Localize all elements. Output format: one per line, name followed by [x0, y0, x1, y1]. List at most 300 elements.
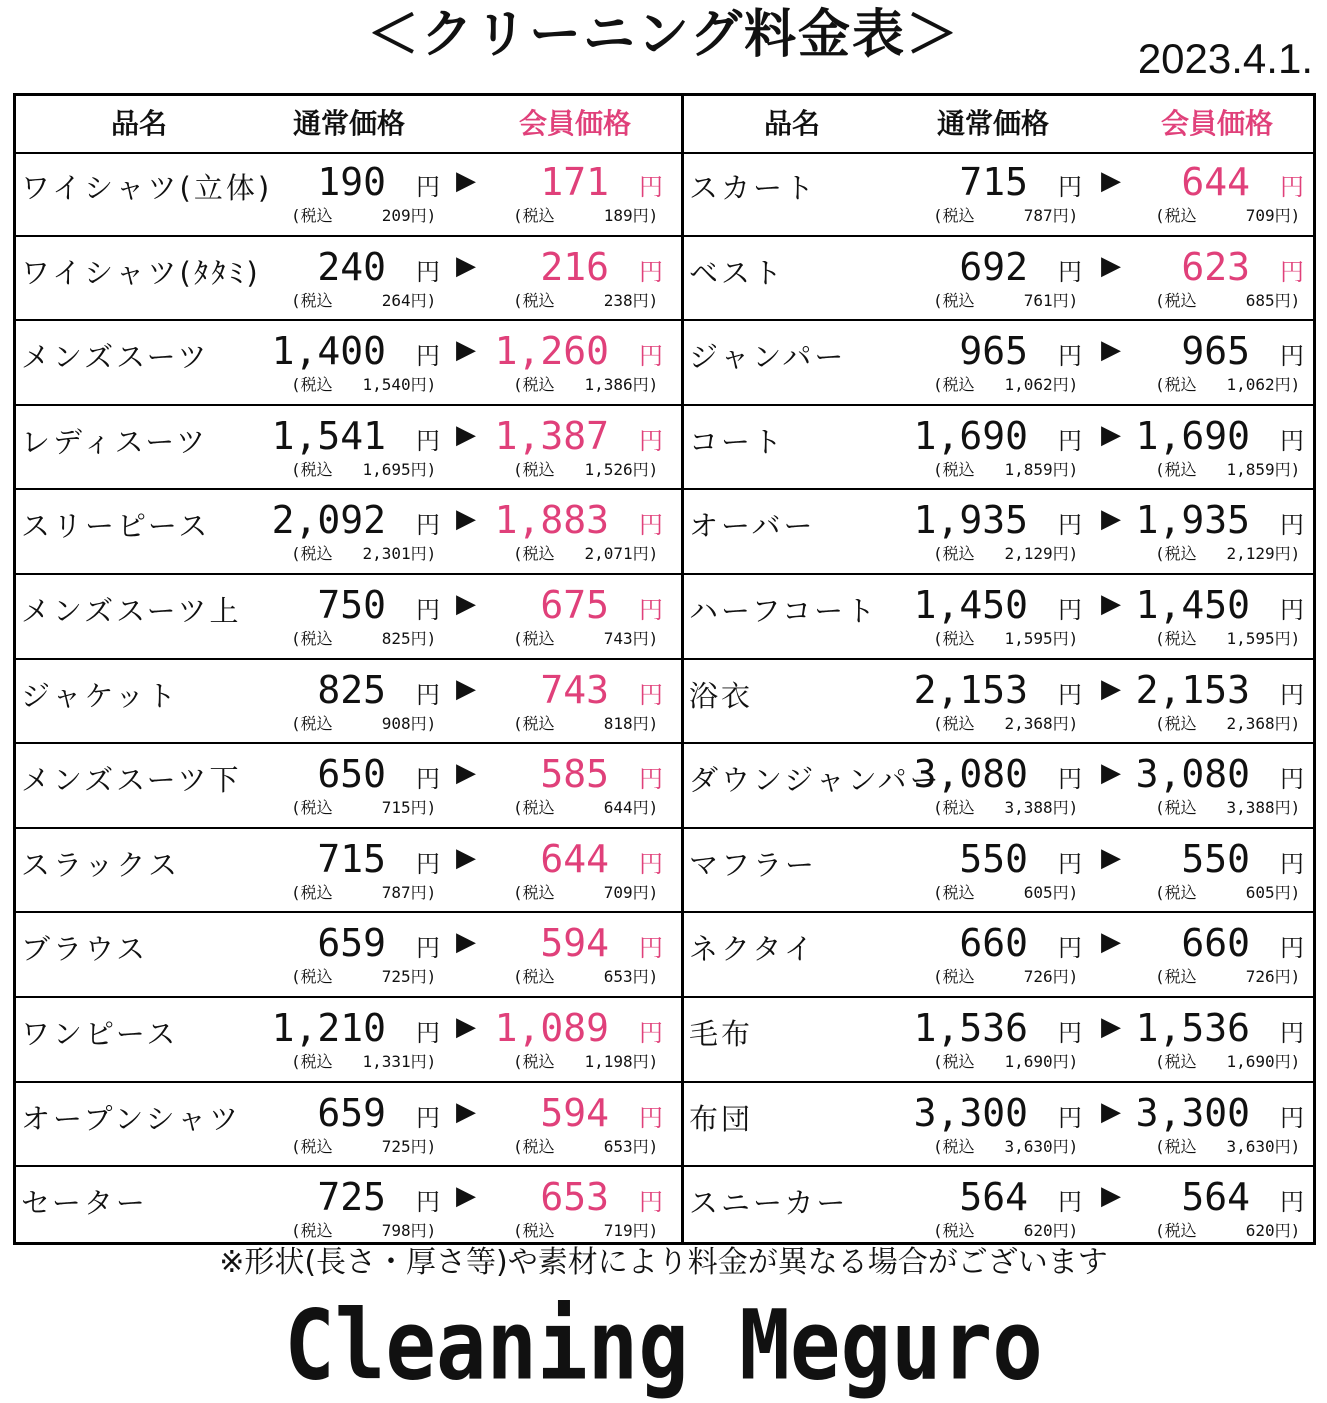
arrow-icon: ▶ — [1101, 166, 1121, 196]
tax-value: 725 — [381, 1136, 411, 1156]
regular-price: 692 — [959, 244, 1028, 289]
brand-name: Cleaning Meguro — [284, 1288, 1043, 1402]
item-name: 布団 — [689, 1101, 754, 1136]
tax-included-price — [1155, 1221, 1300, 1241]
yen-unit: 円 — [1058, 765, 1082, 794]
item-name: レディスーツ — [21, 424, 209, 459]
tax-suffix: 円) — [1274, 459, 1301, 479]
tax-suffix: 円) — [632, 459, 659, 479]
member-price: 564 — [1181, 1175, 1250, 1220]
tax-prefix: (税込 — [513, 544, 555, 564]
tax-suffix: 円) — [410, 1221, 437, 1241]
price-table-left — [16, 96, 681, 1242]
tax-prefix: (税込 — [1155, 375, 1197, 395]
tax-prefix: (税込 — [513, 882, 555, 902]
yen-unit: 円 — [639, 342, 663, 371]
table-row — [684, 829, 1313, 914]
tax-prefix: (税込 — [1155, 1136, 1197, 1156]
tax-included-price — [1155, 375, 1300, 395]
tax-value: 238 — [603, 290, 633, 310]
arrow-icon: ▶ — [456, 1011, 476, 1042]
yen-unit: 円 — [1280, 680, 1304, 709]
yen-unit: 円 — [416, 1188, 440, 1217]
yen-unit: 円 — [1058, 1018, 1082, 1047]
tax-prefix: (税込 — [933, 459, 975, 479]
regular-price: 1,400 — [271, 329, 386, 374]
yen-unit: 円 — [1058, 849, 1082, 878]
tax-included-price — [513, 460, 658, 480]
tax-prefix: (税込 — [291, 628, 333, 648]
yen-unit: 円 — [416, 173, 440, 201]
tax-included-price — [933, 375, 1078, 395]
tax-suffix: 円) — [1052, 1136, 1079, 1156]
regular-price: 1,536 — [913, 1005, 1028, 1050]
tax-included-price — [1155, 206, 1300, 226]
tax-value: 825 — [381, 628, 411, 648]
tax-value: 787 — [1023, 206, 1053, 225]
tax-included-price — [513, 883, 658, 903]
tax-prefix: (税込 — [1155, 459, 1197, 479]
arrow-icon: ▶ — [456, 842, 476, 873]
table-row — [684, 490, 1313, 575]
yen-unit: 円 — [1058, 257, 1082, 286]
regular-price: 1,935 — [913, 498, 1028, 543]
yen-unit: 円 — [639, 765, 663, 794]
regular-price: 3,300 — [913, 1090, 1028, 1135]
tax-suffix: 円) — [1274, 1136, 1301, 1156]
tax-value: 1,331 — [362, 1051, 411, 1071]
regular-price: 965 — [959, 329, 1028, 374]
tax-suffix: 円) — [1052, 798, 1079, 818]
tax-suffix: 円) — [410, 544, 437, 564]
tax-prefix: (税込 — [291, 1221, 333, 1241]
yen-unit: 円 — [1058, 342, 1082, 371]
member-price: 171 — [540, 160, 609, 204]
regular-price: 725 — [317, 1175, 386, 1220]
tax-prefix: (税込 — [291, 375, 333, 395]
tax-value: 189 — [603, 206, 633, 225]
tax-value: 1,695 — [362, 459, 411, 479]
tax-prefix: (税込 — [933, 628, 975, 648]
table-row — [16, 660, 681, 745]
tax-prefix: (税込 — [291, 713, 333, 733]
arrow-icon: ▶ — [1101, 335, 1121, 366]
member-price: 965 — [1181, 329, 1250, 374]
header-member-price: 会員価格 — [1161, 107, 1274, 140]
item-name: マフラー — [689, 847, 818, 882]
tax-suffix: 円) — [1052, 1221, 1079, 1241]
table-row — [684, 321, 1313, 406]
member-price: 623 — [1181, 244, 1250, 289]
tax-included-price — [291, 629, 436, 649]
tax-value: 726 — [1023, 967, 1053, 987]
member-price: 653 — [540, 1175, 609, 1220]
tax-prefix: (税込 — [291, 882, 333, 902]
tax-prefix: (税込 — [291, 459, 333, 479]
tax-suffix: 円) — [410, 459, 437, 479]
tax-suffix: 円) — [1274, 628, 1301, 648]
tax-prefix: (税込 — [1155, 544, 1197, 564]
arrow-icon: ▶ — [1101, 842, 1121, 873]
tax-included-price — [933, 206, 1078, 226]
tax-value: 685 — [1245, 290, 1275, 310]
arrow-icon: ▶ — [456, 758, 476, 789]
tax-included-price — [513, 1137, 658, 1157]
tax-prefix: (税込 — [291, 1136, 333, 1156]
member-price: 1,690 — [1135, 413, 1250, 458]
tax-included-price — [933, 629, 1078, 649]
tax-included-price — [513, 206, 658, 226]
arrow-icon: ▶ — [456, 250, 476, 281]
tax-value: 715 — [381, 798, 411, 818]
tax-suffix: 円) — [1052, 628, 1079, 648]
tax-value: 653 — [603, 1136, 633, 1156]
tax-value: 1,595 — [1226, 628, 1275, 648]
tax-suffix: 円) — [1274, 544, 1301, 564]
arrow-icon: ▶ — [1101, 1011, 1121, 1042]
tax-included-price — [291, 1221, 436, 1241]
tax-prefix: (税込 — [291, 798, 333, 818]
tax-value: 1,690 — [1226, 1051, 1275, 1071]
arrow-icon: ▶ — [456, 504, 476, 535]
header-item-name: 品名 — [111, 107, 168, 140]
member-price: 660 — [1181, 921, 1250, 966]
yen-unit: 円 — [1280, 765, 1304, 794]
table-row — [684, 152, 1313, 237]
tax-suffix: 円) — [410, 882, 437, 902]
yen-unit: 円 — [1058, 511, 1082, 540]
tax-value: 1,690 — [1004, 1051, 1053, 1071]
tax-suffix: 円) — [632, 1051, 659, 1071]
tax-included-price — [291, 375, 436, 395]
page-title: ＜クリーニング料金表＞ — [367, 5, 960, 65]
tax-prefix: (税込 — [1155, 882, 1197, 902]
tax-value: 1,540 — [362, 375, 411, 395]
tax-value: 1,062 — [1226, 375, 1275, 395]
tax-included-price — [291, 206, 436, 226]
tax-included-price — [513, 291, 658, 311]
yen-unit: 円 — [416, 257, 440, 286]
tax-prefix: (税込 — [513, 713, 555, 733]
arrow-icon: ▶ — [1101, 250, 1121, 281]
tax-suffix: 円) — [410, 798, 437, 818]
header-member-price: 会員価格 — [519, 107, 632, 140]
tax-prefix: (税込 — [933, 1136, 975, 1156]
tax-value: 605 — [1245, 882, 1275, 902]
regular-price: 715 — [959, 160, 1028, 204]
tax-included-price — [513, 967, 658, 987]
tax-prefix: (税込 — [513, 1136, 555, 1156]
regular-price: 659 — [317, 1090, 386, 1135]
tax-included-price — [933, 967, 1078, 987]
yen-unit: 円 — [1280, 511, 1304, 540]
yen-unit: 円 — [639, 173, 663, 201]
yen-unit: 円 — [1280, 1103, 1304, 1132]
tax-value: 1,859 — [1226, 459, 1275, 479]
yen-unit: 円 — [416, 342, 440, 371]
regular-price: 659 — [317, 921, 386, 966]
tax-included-price — [291, 1137, 436, 1157]
item-name: メンズスーツ上 — [21, 593, 242, 628]
arrow-icon: ▶ — [1101, 1096, 1121, 1127]
yen-unit: 円 — [1280, 426, 1304, 455]
yen-unit: 円 — [1058, 934, 1082, 963]
tax-value: 2,129 — [1226, 544, 1275, 564]
table-row — [16, 744, 681, 829]
item-name: ハーフコート — [689, 593, 879, 628]
tax-value: 2,368 — [1226, 713, 1275, 733]
tax-included-price — [1155, 883, 1300, 903]
tax-suffix: 円) — [632, 375, 659, 395]
tax-prefix: (税込 — [933, 375, 975, 395]
table-row — [16, 406, 681, 491]
tax-suffix: 円) — [632, 628, 659, 648]
regular-price: 240 — [317, 244, 386, 289]
member-price: 3,300 — [1135, 1090, 1250, 1135]
tax-suffix: 円) — [1052, 713, 1079, 733]
item-name: 毛布 — [689, 1016, 754, 1051]
header-regular-price: 通常価格 — [937, 107, 1050, 140]
table-row — [684, 575, 1313, 660]
tax-suffix: 円) — [632, 798, 659, 818]
arrow-icon: ▶ — [456, 419, 476, 450]
yen-unit: 円 — [1280, 1188, 1304, 1217]
tax-suffix: 円) — [1052, 1051, 1079, 1071]
tax-prefix: (税込 — [513, 206, 555, 225]
tax-value: 761 — [1023, 290, 1053, 310]
tax-value: 725 — [381, 967, 411, 987]
yen-unit: 円 — [639, 426, 663, 455]
yen-unit: 円 — [1280, 342, 1304, 371]
yen-unit: 円 — [639, 1188, 663, 1217]
regular-price: 564 — [959, 1175, 1028, 1220]
tax-prefix: (税込 — [1155, 967, 1197, 987]
member-price: 644 — [540, 836, 609, 881]
yen-unit: 円 — [1058, 173, 1082, 201]
tax-value: 1,386 — [584, 375, 633, 395]
tax-included-price — [291, 291, 436, 311]
tax-included-price — [1155, 967, 1300, 987]
tax-prefix: (税込 — [291, 206, 333, 225]
member-price: 675 — [540, 582, 609, 627]
tax-prefix: (税込 — [1155, 1051, 1197, 1071]
tax-prefix: (税込 — [291, 967, 333, 987]
tax-included-price — [513, 629, 658, 649]
tax-suffix: 円) — [410, 375, 437, 395]
tax-included-price — [513, 375, 658, 395]
yen-unit: 円 — [639, 680, 663, 709]
tax-prefix: (税込 — [1155, 290, 1197, 310]
arrow-icon: ▶ — [456, 588, 476, 619]
tax-included-price — [1155, 1137, 1300, 1157]
regular-price: 550 — [959, 836, 1028, 881]
regular-price: 3,080 — [913, 752, 1028, 797]
tax-included-price — [291, 714, 436, 734]
regular-price: 1,541 — [271, 413, 386, 458]
tax-value: 787 — [381, 882, 411, 902]
tax-suffix: 円) — [410, 628, 437, 648]
arrow-icon: ▶ — [456, 927, 476, 958]
tax-value: 1,526 — [584, 459, 633, 479]
yen-unit: 円 — [1058, 680, 1082, 709]
tax-included-price — [933, 798, 1078, 818]
yen-unit: 円 — [639, 1018, 663, 1047]
tax-value: 620 — [1245, 1221, 1275, 1241]
table-row — [16, 1083, 681, 1168]
member-price: 1,089 — [494, 1005, 609, 1050]
member-price: 1,450 — [1135, 582, 1250, 627]
tax-value: 908 — [381, 713, 411, 733]
tax-included-price — [291, 967, 436, 987]
tax-prefix: (税込 — [291, 544, 333, 564]
yen-unit: 円 — [1280, 934, 1304, 963]
tax-suffix: 円) — [1052, 290, 1079, 310]
item-name: ジャケット — [21, 678, 179, 713]
yen-unit: 円 — [639, 1103, 663, 1132]
table-row — [16, 490, 681, 575]
tax-value: 719 — [603, 1221, 633, 1241]
tax-included-price — [291, 798, 436, 818]
tax-included-price — [1155, 291, 1300, 311]
item-name: ワンピース — [21, 1016, 179, 1051]
tax-suffix: 円) — [410, 967, 437, 987]
tax-prefix: (税込 — [933, 1221, 975, 1241]
table-header — [684, 96, 1313, 154]
item-name: ダウンジャンパー — [689, 763, 942, 798]
item-name: セーター — [21, 1186, 148, 1221]
tax-value: 1,859 — [1004, 459, 1053, 479]
tax-suffix: 円) — [1274, 290, 1301, 310]
item-name: コート — [689, 424, 786, 459]
tax-prefix: (税込 — [933, 882, 975, 902]
tax-value: 798 — [381, 1221, 411, 1241]
yen-unit: 円 — [1058, 1103, 1082, 1132]
table-row — [684, 913, 1313, 998]
tax-prefix: (税込 — [291, 1051, 333, 1071]
member-price: 1,260 — [494, 329, 609, 374]
tax-prefix: (税込 — [513, 290, 555, 310]
tax-suffix: 円) — [632, 967, 659, 987]
yen-unit: 円 — [639, 849, 663, 878]
tax-included-price — [933, 883, 1078, 903]
table-row — [684, 406, 1313, 491]
yen-unit: 円 — [416, 849, 440, 878]
member-price: 585 — [540, 752, 609, 797]
item-name: オーバー — [689, 509, 816, 544]
yen-unit: 円 — [416, 426, 440, 455]
tax-included-price — [513, 1221, 658, 1241]
table-row — [684, 237, 1313, 322]
tax-suffix: 円) — [1052, 206, 1079, 225]
arrow-icon: ▶ — [1101, 588, 1121, 619]
tax-suffix: 円) — [632, 713, 659, 733]
table-row — [684, 744, 1313, 829]
tax-value: 620 — [1023, 1221, 1053, 1241]
tax-suffix: 円) — [410, 713, 437, 733]
table-row — [684, 1083, 1313, 1168]
yen-unit: 円 — [1280, 173, 1304, 201]
arrow-icon: ▶ — [1101, 419, 1121, 450]
tax-included-price — [291, 544, 436, 564]
table-row — [16, 1167, 681, 1252]
yen-unit: 円 — [639, 934, 663, 963]
yen-unit: 円 — [639, 511, 663, 540]
tax-suffix: 円) — [1052, 375, 1079, 395]
item-name: スニーカー — [689, 1186, 849, 1221]
yen-unit: 円 — [1058, 1188, 1082, 1217]
yen-unit: 円 — [416, 1103, 440, 1132]
member-price: 743 — [540, 667, 609, 712]
item-name: メンズスーツ下 — [21, 763, 242, 798]
member-price: 1,935 — [1135, 498, 1250, 543]
regular-price: 1,690 — [913, 413, 1028, 458]
tax-value: 264 — [381, 290, 411, 310]
tax-suffix: 円) — [1052, 459, 1079, 479]
price-note: ※形状(長さ・厚さ等)や素材により料金が異なる場合がございます — [219, 1245, 1108, 1280]
arrow-icon: ▶ — [456, 335, 476, 366]
price-table — [13, 93, 1316, 1245]
member-price: 2,153 — [1135, 667, 1250, 712]
tax-suffix: 円) — [632, 1221, 659, 1241]
tax-prefix: (税込 — [933, 713, 975, 733]
arrow-icon: ▶ — [456, 166, 476, 196]
arrow-icon: ▶ — [456, 1181, 476, 1212]
tax-suffix: 円) — [1274, 798, 1301, 818]
tax-suffix: 円) — [632, 290, 659, 310]
table-header — [16, 96, 681, 154]
member-price: 1,387 — [494, 413, 609, 458]
tax-value: 653 — [603, 967, 633, 987]
tax-included-price — [291, 883, 436, 903]
item-name: スカート — [689, 171, 818, 205]
tax-value: 3,630 — [1004, 1136, 1053, 1156]
tax-included-price — [933, 544, 1078, 564]
tax-prefix: (税込 — [933, 1051, 975, 1071]
regular-price: 660 — [959, 921, 1028, 966]
header-item-name: 品名 — [764, 107, 821, 140]
table-row — [16, 321, 681, 406]
member-price: 1,883 — [494, 498, 609, 543]
tax-included-price — [933, 1052, 1078, 1072]
tax-suffix: 円) — [1274, 713, 1301, 733]
tax-prefix: (税込 — [933, 967, 975, 987]
tax-suffix: 円) — [1274, 1221, 1301, 1241]
member-price: 3,080 — [1135, 752, 1250, 797]
header-regular-price: 通常価格 — [293, 107, 406, 140]
item-name: メンズスーツ — [21, 340, 210, 375]
tax-suffix: 円) — [410, 1136, 437, 1156]
tax-suffix: 円) — [410, 1051, 437, 1071]
regular-price: 2,153 — [913, 667, 1028, 712]
arrow-icon: ▶ — [1101, 1181, 1121, 1212]
tax-value: 3,630 — [1226, 1136, 1275, 1156]
tax-suffix: 円) — [632, 544, 659, 564]
yen-unit: 円 — [1058, 595, 1082, 624]
arrow-icon: ▶ — [1101, 758, 1121, 789]
yen-unit: 円 — [1280, 595, 1304, 624]
tax-value: 1,595 — [1004, 628, 1053, 648]
arrow-icon: ▶ — [456, 673, 476, 704]
tax-prefix: (税込 — [513, 967, 555, 987]
tax-value: 2,368 — [1004, 713, 1053, 733]
regular-price: 750 — [317, 582, 386, 627]
item-name: ワイシャツ(立体) — [21, 171, 273, 205]
regular-price: 715 — [317, 836, 386, 881]
member-price: 216 — [540, 244, 609, 289]
tax-suffix: 円) — [410, 290, 437, 310]
regular-price: 190 — [317, 160, 386, 204]
tax-included-price — [291, 460, 436, 480]
